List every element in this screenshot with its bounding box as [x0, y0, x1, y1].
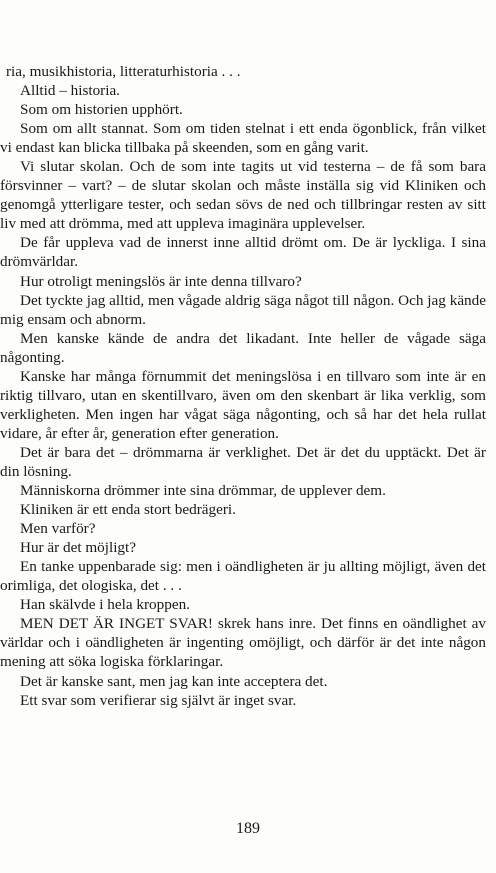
paragraph: En tanke uppenbarade sig: men i oändligheten är ju allting möjligt, även det orimliga, det ologiska, det . . .: [0, 558, 486, 595]
paragraph: MEN DET ÄR INGET SVAR! skrek hans inre. Det finns en oändlighet av världar och i oändligheten är ingenting omöjligt, och därför är det inte någon mening att söka logiska förklaringar.: [0, 615, 486, 671]
paragraph: Kliniken är ett enda stort bedrägeri.: [20, 501, 236, 519]
paragraph: Vi slutar skolan. Och de som inte tagits ut vid testerna – de få som bara försvinner – vart? – de slutar skolan och måste inställa sig vid Kliniken och genomgå ytterligare tester, och sedan sövs de ned och tillbringar resten av sitt liv med att drömma, med att uppleva imaginära upplevelser.: [0, 158, 486, 233]
paragraph: Hur är det möjligt?: [20, 539, 136, 557]
paragraph: Som om allt stannat. Som om tiden stelnat i ett enda ögonblick, från vilket vi endast kan blicka tillbaka på skeenden, som en gång varit.: [0, 120, 486, 157]
paragraph: Men kanske kände de andra det likadant. Inte heller de vågade säga någonting.: [0, 329, 486, 366]
paragraph: Det är bara det – drömmarna är verklighet. Det är det du upptäckt. Det är din lösning.: [0, 443, 486, 480]
paragraph: Det tyckte jag alltid, men vågade aldrig säga något till någon. Och jag kände mig ensam och abnorm.: [0, 291, 486, 328]
paragraph: Hur otroligt meningslös är inte denna tillvaro?: [20, 272, 302, 290]
paragraph: De får uppleva vad de innerst inne alltid drömt om. De är lyckliga. I sina drömvärldar.: [0, 234, 486, 271]
paragraph: Som om historien upphört.: [20, 101, 183, 119]
paragraph: ria, musikhistoria, litteraturhistoria . . .: [6, 63, 241, 80]
page-number: 189: [236, 820, 260, 837]
paragraph: Han skälvde i hela kroppen.: [20, 596, 190, 614]
paragraph: Ett svar som verifierar sig självt är inget svar.: [20, 691, 297, 709]
paragraph: Alltid – historia.: [20, 82, 120, 100]
page-text: [0, 62, 486, 710]
paragraph: Kanske har många förnummit det meningslösa i en tillvaro som inte är en riktig tillvaro, utan en skentillvaro, även om den skenbart är lika verklig, som verkligheten. Men ingen har vågat säga någonting, och så har det hela rullat vidare, år efter år, generation efter generation.: [0, 367, 486, 442]
paragraph: Men varför?: [20, 520, 96, 538]
paragraph: Det är kanske sant, men jag kan inte acceptera det.: [20, 672, 328, 690]
paragraph: Människorna drömmer inte sina drömmar, de upplever dem.: [20, 482, 386, 500]
